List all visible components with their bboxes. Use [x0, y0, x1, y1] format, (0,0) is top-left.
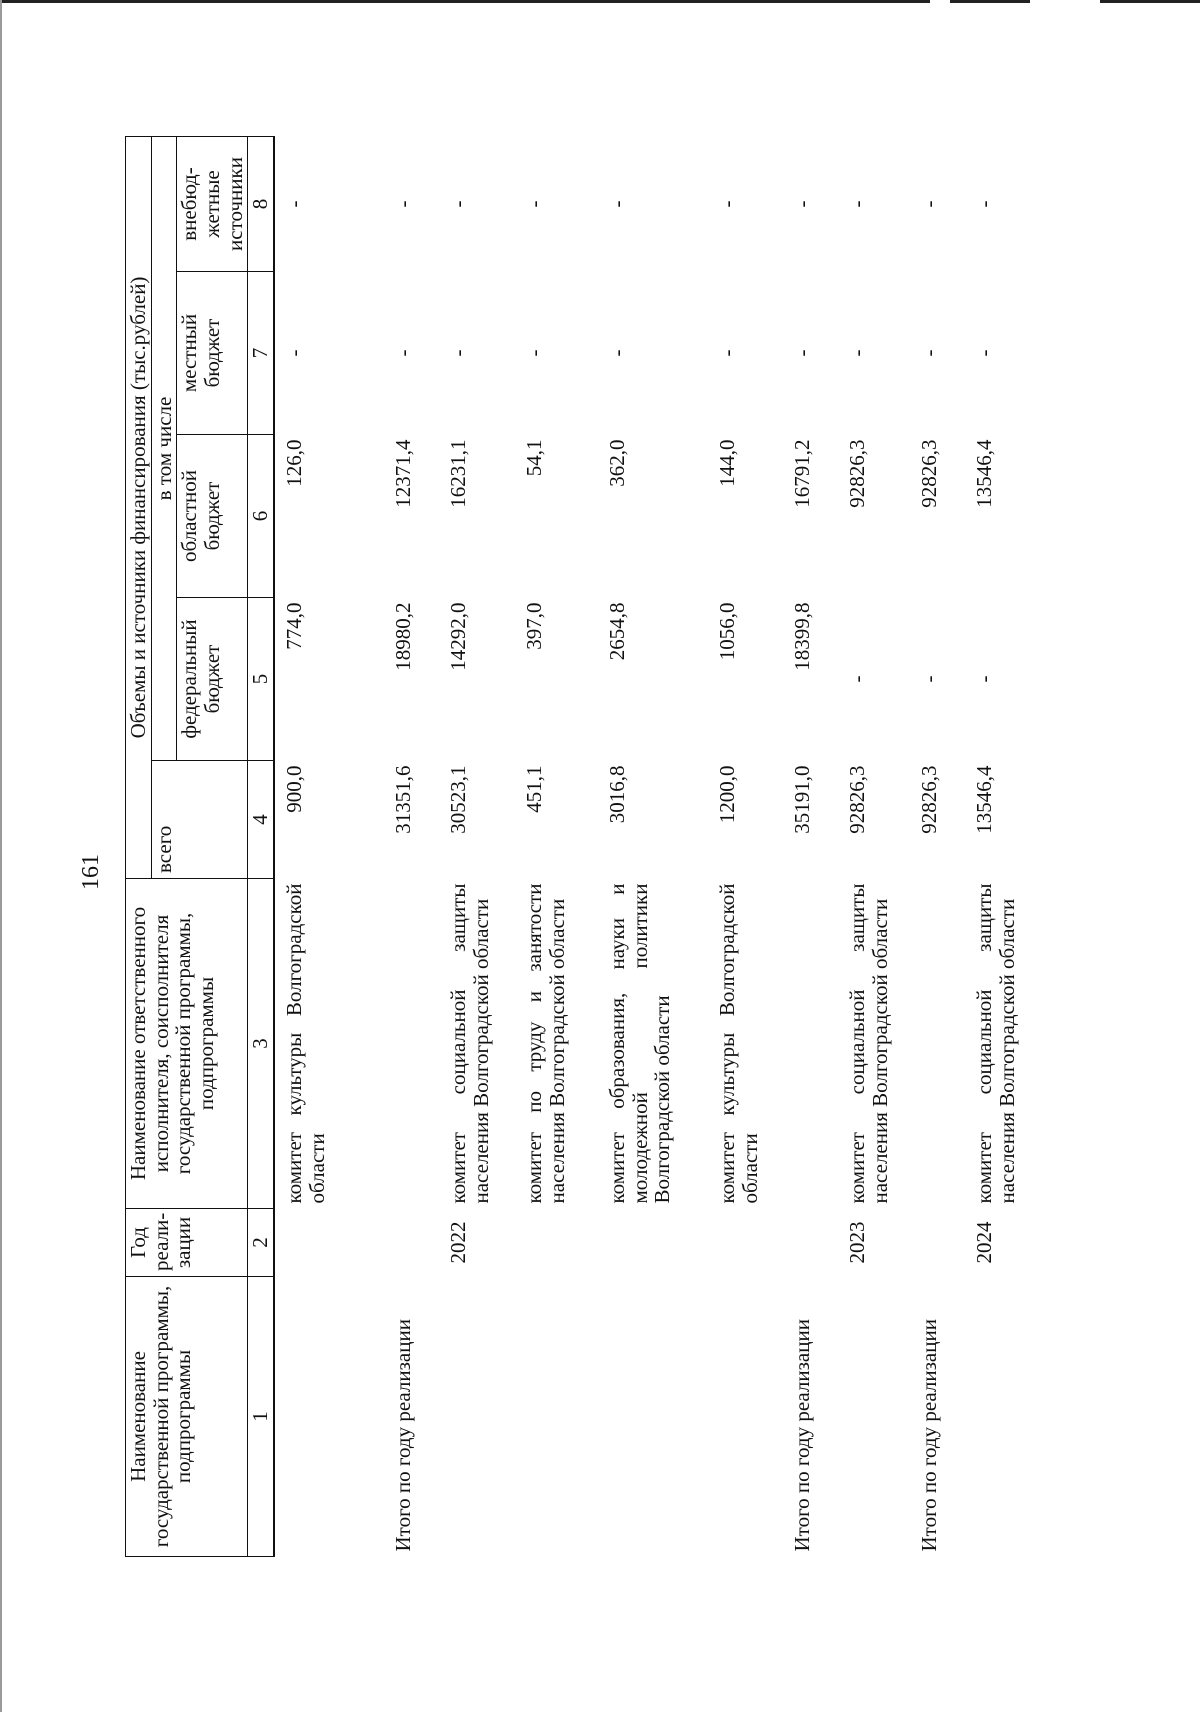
row-executor: комитет культуры Волгоградской области — [715, 883, 762, 1204]
table-row — [965, 136, 1035, 1556]
row-name — [274, 1277, 384, 1557]
table-row — [783, 136, 838, 1556]
page-number: 161 — [78, 854, 104, 890]
row-year — [598, 1209, 708, 1277]
table-row — [515, 136, 598, 1556]
row-name — [708, 1277, 783, 1557]
row-name — [838, 1277, 910, 1557]
row-executor: комитет культуры Волгоградской области — [282, 883, 329, 1204]
table-row — [598, 136, 708, 1556]
row-year: 2022 — [446, 1221, 471, 1264]
row-name — [965, 1277, 1035, 1557]
header-total: всего — [151, 761, 248, 879]
col-number: 3 — [248, 879, 274, 1209]
row-executor — [384, 879, 439, 1209]
row-year: 2023 — [845, 1221, 870, 1264]
header-year: Год реали-зации — [126, 1209, 248, 1277]
header-federal: федеральный бюджет — [177, 598, 248, 761]
col-number: 2 — [248, 1209, 274, 1277]
row-federal: 1056,0 — [715, 602, 740, 661]
row-total: 92826,3 — [917, 765, 942, 834]
row-year — [783, 1209, 838, 1277]
row-federal: 397,0 — [522, 602, 547, 650]
header-including: в том числе — [151, 136, 177, 760]
row-year — [384, 1209, 439, 1277]
row-year — [274, 1209, 384, 1277]
row-local: - — [972, 349, 997, 357]
header-executor: Наименование ответственного исполнителя, соисполнителя государственной программы, подпрограммы — [126, 879, 248, 1209]
row-extra: - — [972, 200, 997, 208]
row-name: Итого по году реализации — [790, 1319, 815, 1552]
row-total: 3016,8 — [605, 765, 630, 824]
row-federal: 774,0 — [282, 602, 307, 650]
row-executor — [783, 879, 838, 1209]
table-row — [708, 136, 783, 1556]
row-extra: - — [715, 200, 740, 208]
row-year — [515, 1209, 598, 1277]
row-extra: - — [522, 200, 547, 208]
row-regional: 16791,2 — [790, 439, 815, 508]
row-local: - — [790, 349, 815, 357]
row-total: 35191,0 — [790, 765, 815, 834]
col-number: 6 — [248, 435, 274, 598]
row-regional: 362,0 — [605, 439, 630, 487]
row-regional: 54,1 — [522, 439, 547, 477]
header-extrabudget: внебюд-жетные источники — [177, 136, 248, 271]
row-total: 1200,0 — [715, 765, 740, 824]
row-executor — [910, 879, 965, 1209]
row-total: 30523,1 — [446, 765, 471, 834]
row-federal: 14292,0 — [446, 602, 471, 671]
row-local: - — [845, 349, 870, 357]
row-year — [910, 1209, 965, 1277]
col-number: 8 — [248, 136, 274, 271]
row-local: - — [605, 349, 630, 357]
table-row — [274, 136, 384, 1556]
row-regional: 126,0 — [282, 439, 307, 487]
row-regional: 144,0 — [715, 439, 740, 487]
row-extra: - — [446, 200, 471, 208]
row-year — [708, 1209, 783, 1277]
row-federal: - — [972, 675, 997, 683]
row-local: - — [391, 349, 416, 357]
row-local: - — [917, 349, 942, 357]
col-number: 5 — [248, 598, 274, 761]
row-name — [439, 1277, 515, 1557]
row-local: - — [715, 349, 740, 357]
row-executor: комитет социальной защиты населения Волгоградской области — [845, 883, 892, 1204]
row-name — [598, 1277, 708, 1557]
row-regional: 92826,3 — [917, 439, 942, 508]
row-year: 2024 — [972, 1221, 997, 1264]
row-total: 92826,3 — [845, 765, 870, 834]
row-extra: - — [391, 200, 416, 208]
table-row — [384, 136, 439, 1556]
header-funding-group: Объемы и источники финансирования (тыс.рублей) — [126, 136, 152, 878]
row-regional: 13546,4 — [972, 439, 997, 508]
row-executor: комитет социальной защиты населения Волгоградской области — [446, 883, 493, 1204]
row-extra: - — [605, 200, 630, 208]
row-extra: - — [917, 200, 942, 208]
row-regional: 92826,3 — [845, 439, 870, 508]
col-number: 4 — [248, 761, 274, 879]
col-number: 1 — [248, 1277, 274, 1557]
row-executor: комитет по труду и занятости населения Волгоградской области — [522, 883, 569, 1204]
row-name: Итого по году реализации — [917, 1319, 942, 1552]
row-name: Итого по году реализации — [391, 1319, 416, 1552]
row-federal: 18399,8 — [790, 602, 815, 671]
col-number: 7 — [248, 272, 274, 435]
row-local: - — [446, 349, 471, 357]
funding-table — [125, 136, 1035, 1557]
row-total: 900,0 — [282, 765, 307, 813]
row-total: 31351,6 — [391, 765, 416, 834]
row-federal: 18980,2 — [391, 602, 416, 671]
table-row — [910, 136, 965, 1556]
row-total: 451,1 — [522, 765, 547, 813]
row-regional: 12371,4 — [391, 439, 416, 508]
row-name — [515, 1277, 598, 1557]
header-program-name: Наименование государственной программы, подпрограммы — [126, 1277, 248, 1557]
table-row — [439, 136, 515, 1556]
table-row — [838, 136, 910, 1556]
row-executor: комитет образования, науки и молодежной политики Волгоградской области — [605, 883, 675, 1204]
row-federal: - — [917, 675, 942, 683]
row-extra: - — [790, 200, 815, 208]
row-local: - — [522, 349, 547, 357]
row-extra: - — [845, 200, 870, 208]
header-local: местный бюджет — [177, 272, 248, 435]
header-regional: областной бюджет — [177, 435, 248, 598]
row-extra: - — [282, 200, 307, 208]
row-federal: 2654,8 — [605, 602, 630, 661]
row-executor: комитет социальной защиты населения Волгоградской области — [972, 883, 1019, 1204]
row-federal: - — [845, 675, 870, 683]
row-local: - — [282, 349, 307, 357]
row-total: 13546,4 — [972, 765, 997, 834]
row-regional: 16231,1 — [446, 439, 471, 508]
